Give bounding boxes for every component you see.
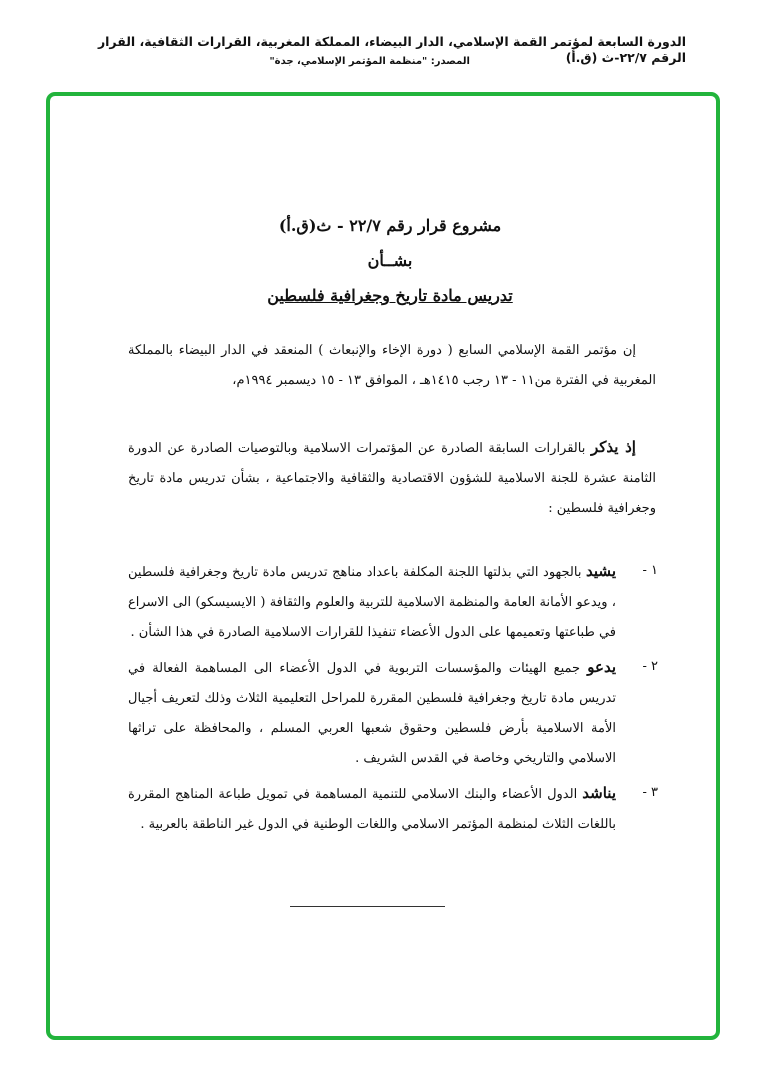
item-lead: يشيد bbox=[586, 562, 616, 580]
document-topic: تدريس مادة تاريخ وجغرافية فلسطين bbox=[267, 286, 513, 305]
intro-paragraph: إن مؤتمر القمة الإسلامي السابع ( دورة الإخاء والإنبعاث ) المنعقد في الدار البيضاء بالمملكة المغربية في الفترة من١١ - ١٣ رجب ١٤١٥هـ ، الموافق ١٣ - ١٥ ديسمبر ١٩٩٤م، bbox=[128, 343, 656, 388]
resolution-item bbox=[128, 556, 658, 648]
item-number: ٢ - bbox=[642, 659, 658, 674]
resolution-items bbox=[128, 556, 658, 844]
item-number: ٣ - bbox=[642, 785, 658, 800]
document-title: مشروع قرار رقم ٢٢/٧ - ث(ق.أ) bbox=[278, 216, 502, 235]
item-text: جميع الهيئات والمؤسسات التربوية في الدول الأعضاء الى المساهمة الفعالة في تدريس مادة تاريخ وجغرافية فلسطين المقررة للمراحل التعليمية الثلاث وذلك لتعريف أجيال الأمة الاسلامية بأرض فلسطين وحقوق شعبها العربي المسلم ، والمحافظة على تراثها الاسلامي والتاريخي وخاصة في القدس الشريف . bbox=[128, 661, 616, 766]
header-source: المصدر: "منظمة المؤتمر الإسلامي، جدة" bbox=[269, 56, 470, 67]
document-subtitle: بشــأن bbox=[367, 251, 413, 270]
recall-lead: إذ يذكر bbox=[590, 438, 636, 456]
item-body bbox=[128, 778, 616, 840]
recall-text: بالقرارات السابقة الصادرة عن المؤتمرات الاسلامية وبالتوصيات الصادرة عن الدورة الثامنة عشرة للجنة الاسلامية للشؤون الاقتصادية والثقافية والاجتماعية ، بشأن تدريس مادة تاريخ وجغرافية فلسطين : bbox=[128, 441, 656, 516]
item-lead: يدعو bbox=[587, 658, 616, 676]
end-divider bbox=[290, 906, 445, 907]
document-titles bbox=[150, 208, 630, 313]
item-body bbox=[128, 652, 616, 774]
item-number: ١ - bbox=[642, 563, 658, 578]
recall-paragraph bbox=[128, 432, 656, 524]
item-body bbox=[128, 556, 616, 648]
item-lead: يناشد bbox=[582, 784, 616, 802]
resolution-item bbox=[128, 778, 658, 840]
resolution-item bbox=[128, 652, 658, 774]
item-text: الدول الأعضاء والبنك الاسلامي للتنمية المساهمة في تمويل طباعة المناهج المقررة باللغات الثلاث لمنظمة المؤتمر الاسلامي واللغات الوطنية في الدول غير الناطقة بالعربية . bbox=[128, 787, 616, 832]
header-title: الدورة السابعة لمؤتمر القمة الإسلامي، الدار البيضاء، المملكة المغربية، القرارات الثقافية، القرار الرقم ٢٢/٧-ث (ق.أ) bbox=[97, 34, 686, 65]
item-text: بالجهود التي بذلتها اللجنة المكلفة باعداد مناهج تدريس مادة تاريخ وجغرافية فلسطين ، ويدعو الأمانة العامة والمنظمة الاسلامية للتربية والعلوم والثقافة ( الايسيسكو) الى الاسراع في طباعتها وتعميمها على الدول الأعضاء تنفيذا للقرارات الاسلامية الصادرة في هذا الشأن . bbox=[128, 565, 616, 640]
